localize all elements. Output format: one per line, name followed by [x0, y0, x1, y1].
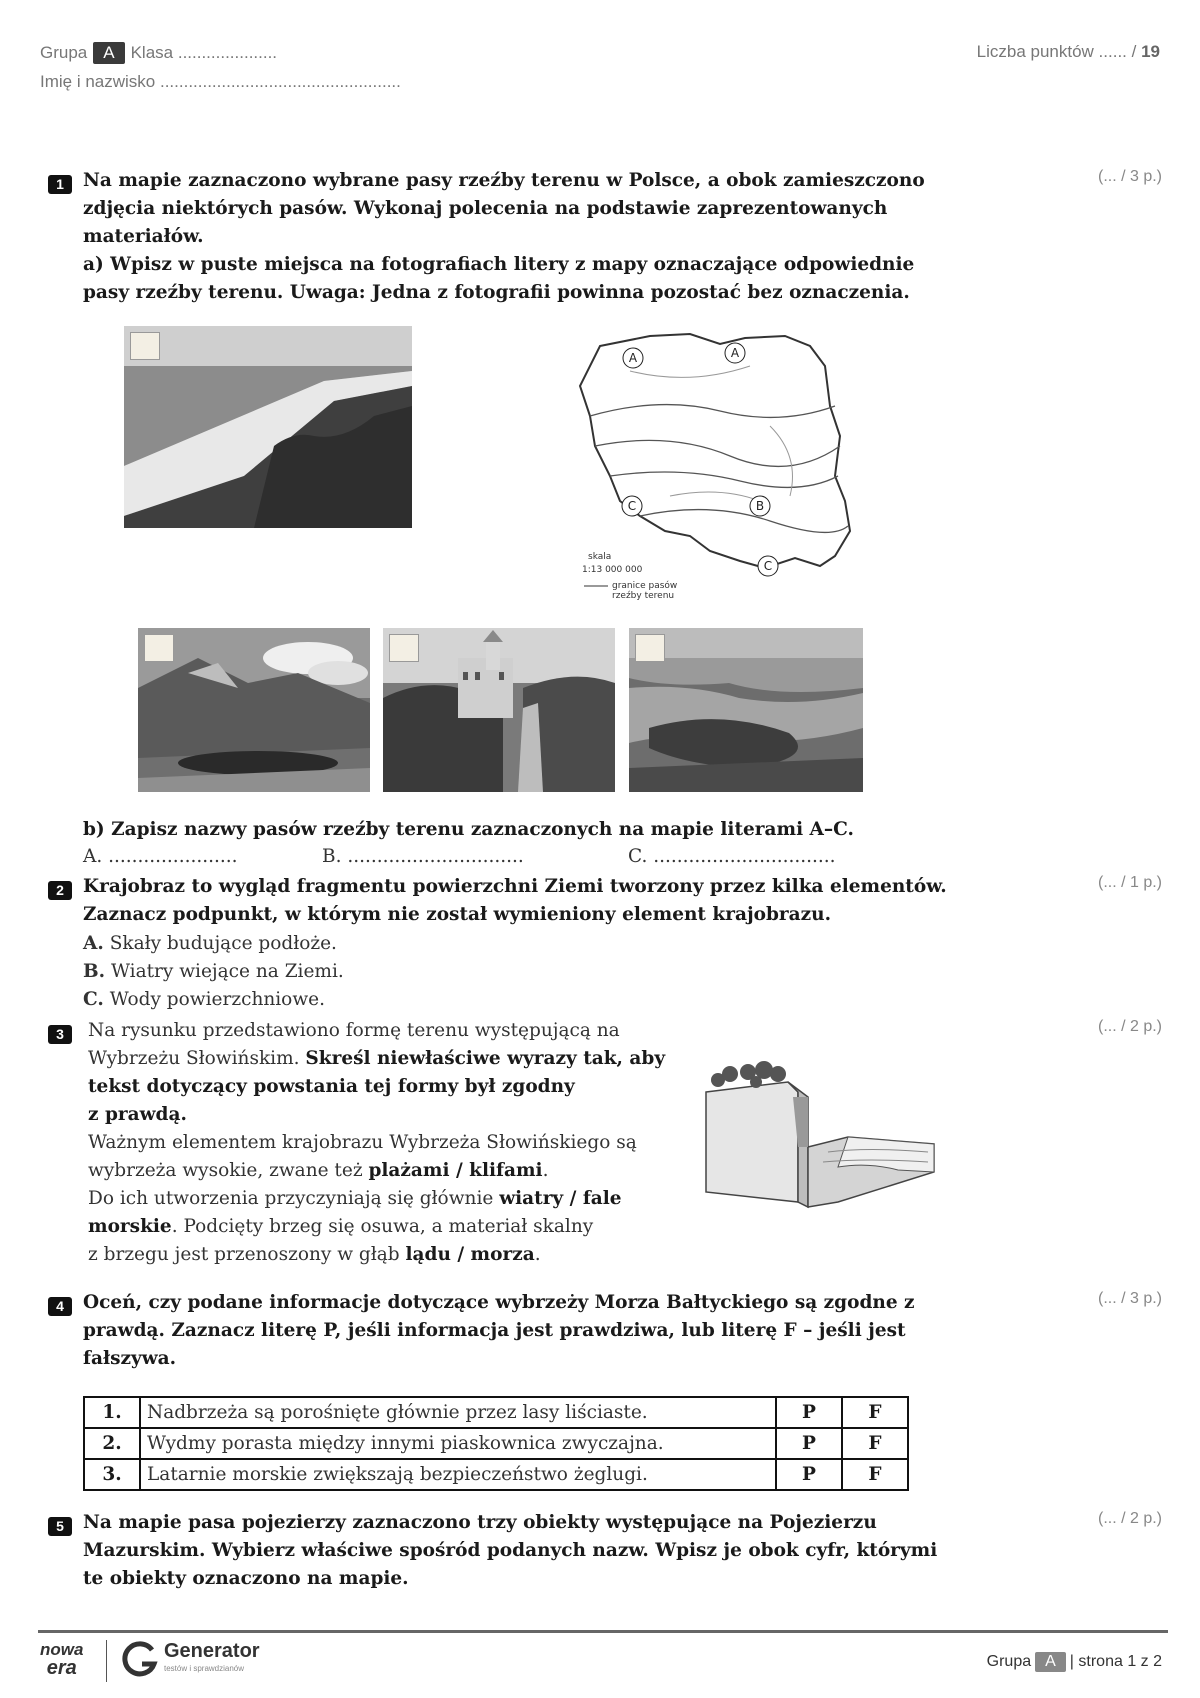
map-marker: A: [730, 346, 740, 360]
q1-instructions: [83, 167, 963, 307]
answer-p[interactable]: P: [776, 1397, 842, 1428]
footer-page-info: [987, 1652, 1162, 1672]
map-marker: B: [755, 499, 765, 513]
row-statement: Latarnie morskie zwiększają bezpieczeństwo żeglugi.: [140, 1459, 776, 1490]
photo-answer-box[interactable]: [130, 332, 160, 360]
q5-number: 5: [48, 1516, 72, 1536]
points-label: Liczba punktów ...... /: [976, 42, 1137, 61]
row-statement: Nadbrzeża są porośnięte głównie przez lasy liściaste.: [140, 1397, 776, 1428]
row-number: 1.: [84, 1397, 140, 1428]
q1-line: materiałów.: [83, 226, 204, 247]
q3-line: z prawdą.: [88, 1104, 187, 1125]
q1-line: Na mapie zaznaczono wybrane pasy rzeźby terenu w Polsce, a obok zamieszczono: [83, 170, 925, 191]
answer-f[interactable]: F: [842, 1397, 908, 1428]
map-legend-line: rzeźby terenu: [612, 591, 675, 601]
q3-choice-cliff[interactable]: plażami / klifami: [368, 1160, 543, 1181]
q2-option-a[interactable]: A. Skały budujące podłoże.: [83, 933, 337, 954]
q4-number: 4: [48, 1296, 72, 1316]
generator-subtitle: testów i sprawdzianów: [164, 1664, 245, 1673]
q2-option-b[interactable]: B. Wiatry wiejące na Ziemi.: [83, 961, 344, 982]
q4-points: (... / 3 p.): [1097, 1290, 1162, 1307]
q2-instructions: [83, 873, 983, 929]
class-field[interactable]: Klasa .....................: [130, 43, 278, 62]
generator-title: Generator: [164, 1640, 260, 1662]
q3-number: 3: [48, 1024, 72, 1044]
row-number: 2.: [84, 1428, 140, 1459]
q3-line: Wybrzeżu Słowińskim. Skreśl niewłaściwe wyrazy tak, aby: [88, 1048, 666, 1069]
photo-mountains: [138, 628, 370, 792]
q1-a-line: pasy rzeźby terenu. Uwaga: Jedna z fotografii powinna pozostać bez oznaczenia.: [83, 282, 910, 303]
q3-line: Ważnym elementem krajobrazu Wybrzeża Słowińskiego są: [88, 1132, 637, 1153]
q5-line: Na mapie pasa pojezierzy zaznaczono trzy obiekty występujące na Pojezierzu: [83, 1512, 877, 1533]
row-number: 3.: [84, 1459, 140, 1490]
group-label: Grupa: [40, 43, 88, 62]
q1-a-line: a) Wpisz w puste miejsca na fotografiach litery z mapy oznaczające odpowiednie: [83, 254, 915, 275]
q2-line: Krajobraz to wygląd fragmentu powierzchni Ziemi tworzony przez kilka elementów.: [83, 876, 947, 897]
photo-answer-box[interactable]: [389, 634, 419, 662]
q4-table: [83, 1396, 909, 1491]
table-row: [84, 1397, 908, 1428]
q3-line: morskie. Podcięty brzeg się osuwa, a materiał skalny: [88, 1216, 594, 1237]
photo-lakes: [629, 628, 863, 792]
q3-line: z brzegu jest przenoszony w głąb lądu / morza.: [88, 1244, 541, 1265]
photo-answer-box[interactable]: [635, 634, 665, 662]
footer-page-number: | strona 1 z 2: [1069, 1653, 1162, 1670]
footer-separator: [106, 1640, 107, 1682]
q4-line: Oceń, czy podane informacje dotyczące wybrzeży Morza Bałtyckiego są zgodne z: [83, 1292, 915, 1313]
points-total: 19: [1141, 42, 1160, 61]
q2-option-c[interactable]: C. Wody powierzchniowe.: [83, 989, 325, 1010]
group-badge: A: [93, 42, 124, 64]
generator-g-icon: [120, 1640, 160, 1680]
nowa-era-logo: nowa era: [40, 1640, 84, 1679]
answer-p[interactable]: P: [776, 1459, 842, 1490]
map-marker: A: [628, 351, 638, 365]
map-legend-line: granice pasów: [612, 581, 678, 591]
footer-group-badge: A: [1035, 1652, 1066, 1672]
q1-b-answer-b[interactable]: B. ..............................: [322, 846, 524, 867]
q3-choice-direction[interactable]: lądu / morza: [405, 1244, 535, 1265]
row-statement: Wydmy porasta między innymi piaskownica zwyczajna.: [140, 1428, 776, 1459]
q3-text: [88, 1017, 688, 1269]
answer-p[interactable]: P: [776, 1428, 842, 1459]
footer-group-label: Grupa: [986, 1653, 1032, 1670]
footer-divider: [38, 1630, 1168, 1633]
cliff-diagram: [698, 1052, 938, 1212]
q5-instructions: [83, 1509, 983, 1593]
q3-points: (... / 2 p.): [1097, 1018, 1162, 1035]
table-row: [84, 1459, 908, 1490]
q4-line: fałszywa.: [83, 1348, 177, 1369]
map-scale-label: skala: [588, 552, 612, 562]
poland-map: [570, 326, 880, 606]
name-field[interactable]: Imię i nazwisko ...................................................: [40, 72, 401, 91]
photo-coast: [124, 326, 412, 528]
q3-line: tekst dotyczący powstania tej formy był zgodny: [88, 1076, 575, 1097]
map-marker: C: [627, 499, 637, 513]
q1-b-instruction: b) Zapisz nazwy pasów rzeźby terenu zaznaczonych na mapie literami A–C.: [83, 819, 854, 840]
q5-line: te obiekty oznaczono na mapie.: [83, 1568, 409, 1589]
photo-answer-box[interactable]: [144, 634, 174, 662]
q2-points: (... / 1 p.): [1097, 874, 1162, 891]
answer-f[interactable]: F: [842, 1459, 908, 1490]
q1-line: zdjęcia niektórych pasów. Wykonaj polecenia na podstawie zaprezentowanych: [83, 198, 888, 219]
map-marker: C: [763, 559, 773, 573]
header-group-line: [40, 42, 277, 64]
q1-b-answer-a[interactable]: A. ......................: [83, 846, 238, 867]
q5-line: Mazurskim. Wybierz właściwe spośród podanych nazw. Wpisz je obok cyfr, którymi: [83, 1540, 938, 1561]
q5-points: (... / 2 p.): [1097, 1510, 1162, 1527]
q4-instructions: [83, 1289, 963, 1373]
q3-choice-agent[interactable]: wiatry / fale: [499, 1188, 622, 1209]
q2-number: 2: [48, 880, 72, 900]
q1-b-answer-c[interactable]: C. ...............................: [628, 846, 836, 867]
q3-line: Na rysunku przedstawiono formę terenu występującą na: [88, 1020, 620, 1041]
q4-line: prawdą. Zaznacz literę P, jeśli informacja jest prawdziwa, lub literę F – jeśli jest: [83, 1320, 906, 1341]
q2-line: Zaznacz podpunkt, w którym nie został wymieniony element krajobrazu.: [83, 904, 832, 925]
q3-line: Do ich utworzenia przyczyniają się głównie wiatry / fale: [88, 1188, 622, 1209]
q3-choice-agent-cont[interactable]: morskie: [88, 1216, 172, 1237]
answer-f[interactable]: F: [842, 1428, 908, 1459]
map-scale-value: 1:13 000 000: [582, 565, 643, 575]
points-summary: [977, 42, 1160, 62]
q3-line: wybrzeża wysokie, zwane też plażami / klifami.: [88, 1160, 549, 1181]
table-row: [84, 1428, 908, 1459]
q4-table-wrap: [83, 1396, 909, 1491]
photo-castle: [383, 628, 615, 792]
q1-number: 1: [48, 174, 72, 194]
q2-options: [83, 930, 344, 1014]
q1-points: (... / 3 p.): [1097, 168, 1162, 185]
